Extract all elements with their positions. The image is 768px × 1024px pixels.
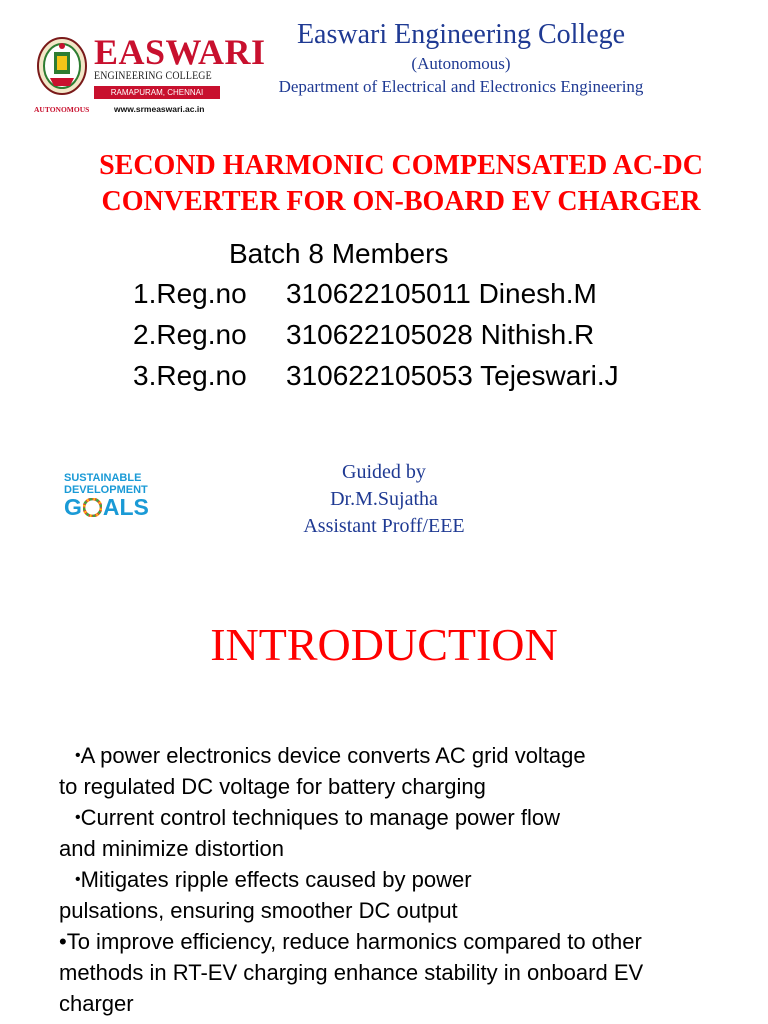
logo-subtitle: ENGINEERING COLLEGE xyxy=(94,70,212,82)
member-reg-label: 1.Reg.no xyxy=(133,278,247,309)
introduction-line xyxy=(59,802,739,833)
member-id-name: 310622105011 Dinesh.M xyxy=(286,278,597,309)
logo-brand: EASWARI xyxy=(94,32,266,72)
sdg-line-1: SUSTAINABLE xyxy=(64,472,142,484)
bullet-icon: • xyxy=(75,747,81,764)
guide-role: Assistant Proff/EEE xyxy=(303,515,465,537)
project-title-line-2: CONVERTER FOR ON-BOARD EV CHARGER xyxy=(101,186,701,217)
sdg-wheel-icon xyxy=(83,498,102,517)
sdg-logo xyxy=(64,472,164,520)
sdg-line-2: DEVELOPMENT xyxy=(64,484,148,496)
introduction-line-text: Mitigates ripple effects caused by power xyxy=(80,867,472,892)
project-title-line-1: SECOND HARMONIC COMPENSATED AC-DC xyxy=(99,150,703,181)
introduction-line xyxy=(59,988,739,1019)
introduction-line-text: pulsations, ensuring smoother DC output xyxy=(59,898,458,923)
introduction-line xyxy=(59,926,739,957)
batch-heading: Batch 8 Members xyxy=(229,238,449,269)
introduction-line-text: and minimize distortion xyxy=(59,836,284,861)
introduction-line-text: to regulated DC voltage for battery charging xyxy=(59,774,486,799)
member-row xyxy=(133,360,619,392)
introduction-body xyxy=(59,740,739,1019)
introduction-line-text: To improve efficiency, reduce harmonics compared to other xyxy=(66,929,642,954)
member-id-name: 310622105028 Nithish.R xyxy=(286,319,595,350)
introduction-line-text: Current control techniques to manage power flow xyxy=(80,805,560,830)
logo-autonomous-tag: AUTONOMOUS xyxy=(34,105,90,114)
department-name: Department of Electrical and Electronics Engineering xyxy=(278,77,644,96)
sdg-goals-g: G xyxy=(64,494,82,520)
guide-name: Dr.M.Sujatha xyxy=(330,488,438,510)
introduction-line xyxy=(59,957,739,988)
project-title xyxy=(40,148,762,220)
college-name: Easwari Engineering College xyxy=(296,19,626,50)
member-reg-label: 3.Reg.no xyxy=(133,360,247,391)
introduction-line-text: methods in RT-EV charging enhance stability in onboard EV xyxy=(59,960,644,985)
introduction-line xyxy=(59,740,739,771)
college-logo xyxy=(34,32,266,118)
logo-place: RAMAPURAM, CHENNAI xyxy=(94,86,220,99)
member-id-name: 310622105053 Tejeswari.J xyxy=(286,360,619,391)
introduction-line xyxy=(59,833,739,864)
member-reg-label: 2.Reg.no xyxy=(133,319,247,350)
member-row xyxy=(133,319,594,351)
member-row xyxy=(133,278,597,310)
introduction-line xyxy=(59,771,739,802)
college-seal-icon xyxy=(36,36,88,100)
introduction-heading: INTRODUCTION xyxy=(210,619,558,670)
sdg-goals-rest: ALS xyxy=(102,494,149,520)
introduction-line xyxy=(59,895,739,926)
bullet-icon: • xyxy=(75,809,81,826)
guide-label: Guided by xyxy=(342,461,426,483)
introduction-line-text: A power electronics device converts AC grid voltage xyxy=(80,743,586,768)
introduction-line-text: charger xyxy=(59,991,134,1016)
bullet-icon: • xyxy=(59,929,67,954)
autonomous-label: (Autonomous) xyxy=(411,54,511,73)
bullet-icon: • xyxy=(75,871,81,888)
logo-website: www.srmeaswari.ac.in xyxy=(114,104,205,114)
sdg-goals-word xyxy=(64,494,149,520)
introduction-line xyxy=(59,864,739,895)
